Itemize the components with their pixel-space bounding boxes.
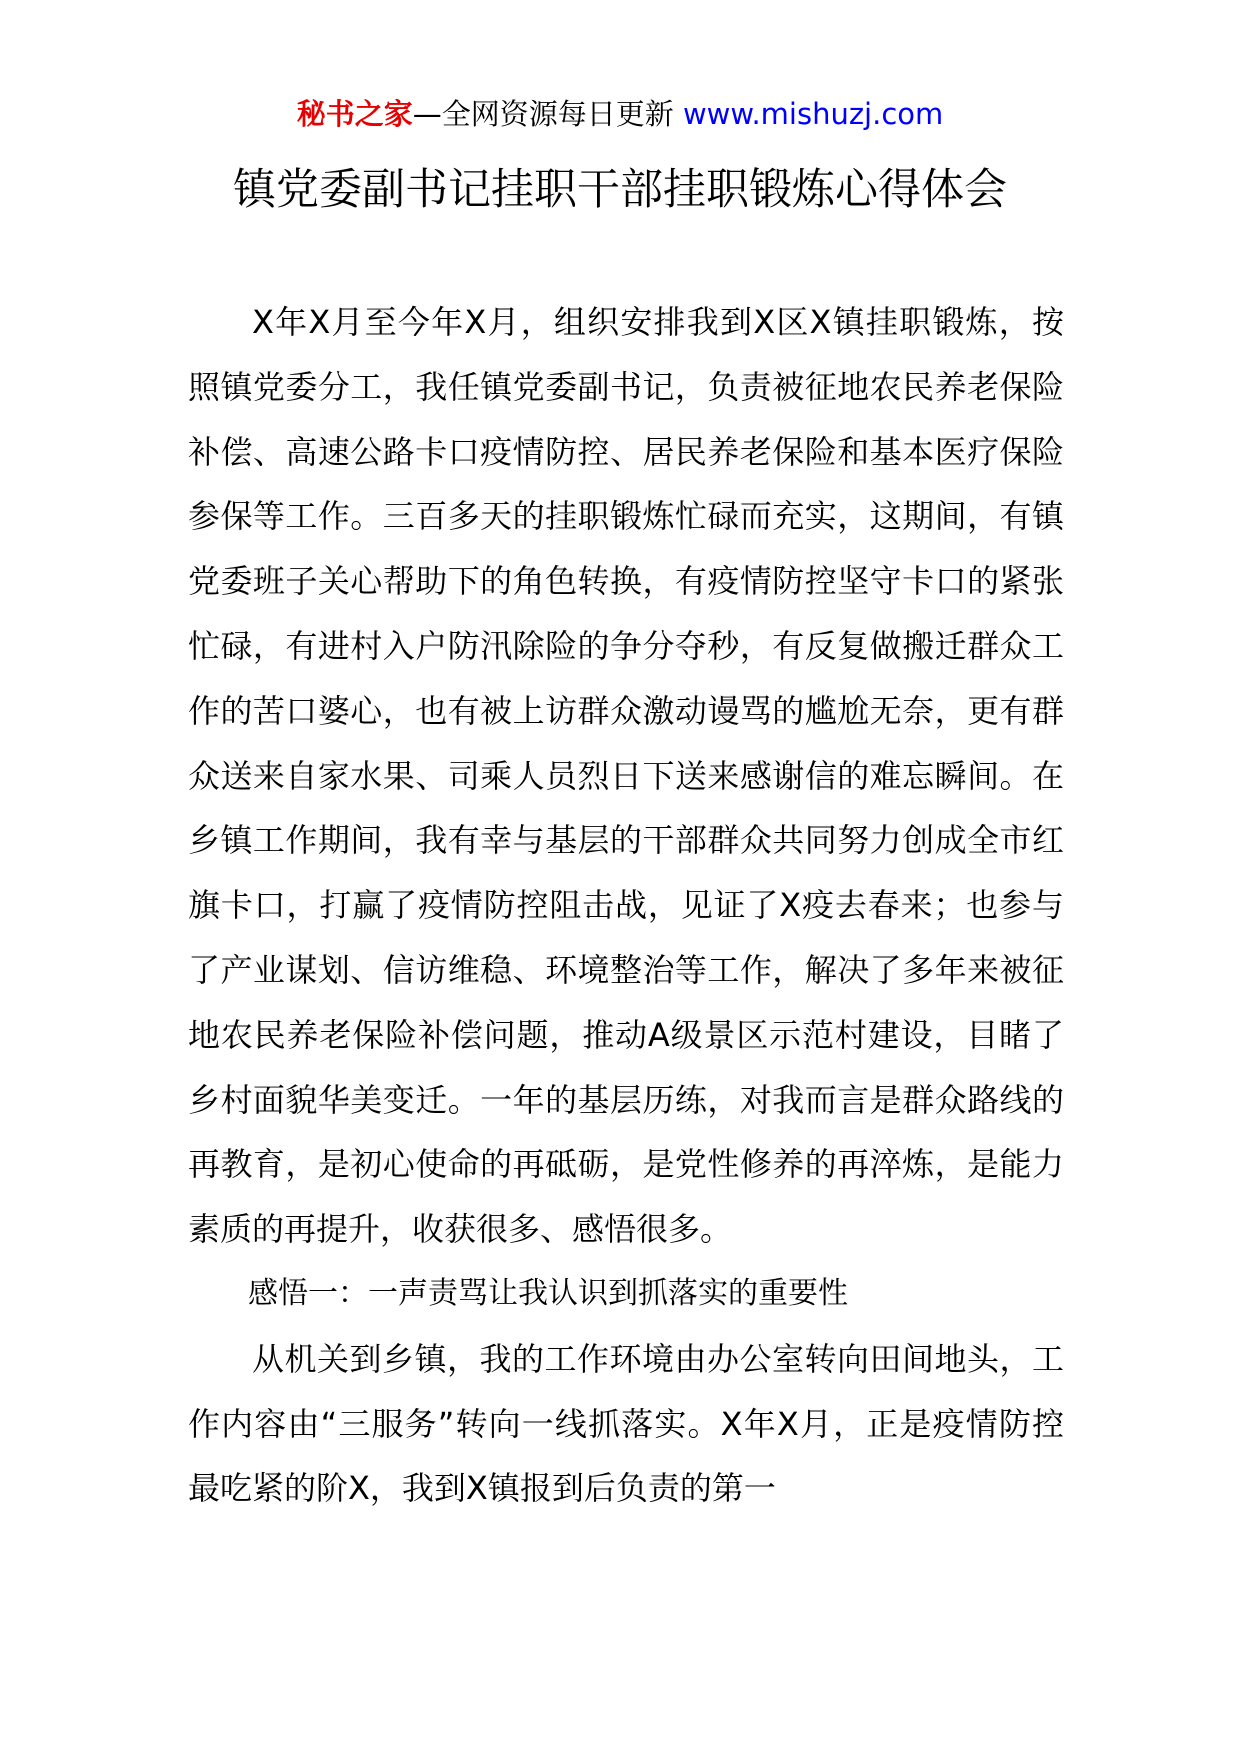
body-paragraph: X年X月至今年X月，组织安排我到X区X镇挂职锻炼，按照镇党委分工，我任镇党委副书记，负责被征地农民养老保险补偿、高速公路卡口疫情防控、居民养老保险和基本医疗保险参保等工作。三百多天的挂职锻炼忙碌而充实，这期间，有镇党委班子关心帮助下的角色转换，有疫情防控坚守卡口的紧张忙碌，有进村入户防汛除险的争分夺秒，有反复做搬迁群众工作的苦口婆心，也有被上访群众激动谩骂的尴尬无奈，更有群众送来自家水果、司乘人员烈日下送来感谢信的难忘瞬间。在乡镇工作期间，我有幸与基层的干部群众共同努力创成全市红旗卡口，打赢了疫情防控阻击战，见证了X疫去春来；也参与了产业谋划、信访维稳、环境整治等工作，解决了多年来被征地农民养老保险补偿问题，推动A级景区示范村建设，目睹了乡村面貌华美变迁。一年的基层历练，对我而言是群众路线的再教育，是初心使命的再砥砺，是党性修养的再淬炼，是能力素质的再提升，收获很多、感悟很多。 — [188, 303, 1064, 1249]
site-header — [0, 94, 1240, 134]
site-tagline: —全网资源每日更新 — [412, 97, 674, 131]
document-title: 镇党委副书记挂职干部挂职锻炼心得体会 — [233, 165, 1007, 215]
site-url-link[interactable]: www.mishuzj.com — [682, 97, 944, 131]
site-brand: 秘书之家 — [296, 97, 413, 131]
document-body — [188, 290, 1064, 1521]
section-heading: 感悟一：一声责骂让我认识到抓落实的重要性 — [248, 1275, 848, 1311]
body-paragraph: 从机关到乡镇，我的工作环境由办公室转向田间地头，工作内容由“三服务”转向一线抓落实。X年X月，正是疫情防控最吃紧的阶X，我到X镇报到后负责的第一 — [188, 1339, 1064, 1508]
